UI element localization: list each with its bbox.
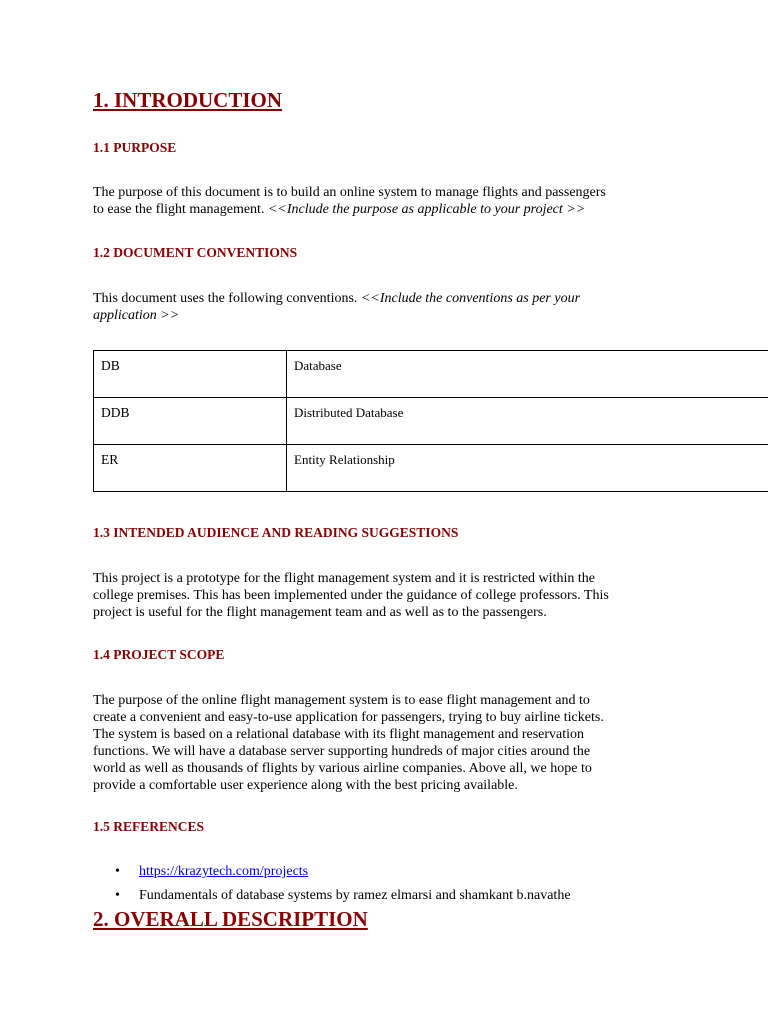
purpose-line-1: The purpose of this document is to build an online system to manage flights and passengers xyxy=(93,185,606,200)
reference-link[interactable]: https://krazytech.com/projects xyxy=(139,864,309,879)
purpose-heading: 1.1 PURPOSE xyxy=(93,140,177,155)
table-cell-abbr: DB xyxy=(94,351,287,398)
scope-heading: 1.4 PROJECT SCOPE xyxy=(93,647,225,662)
list-item xyxy=(115,864,571,880)
table-cell-meaning: Entity Relationship xyxy=(287,445,768,492)
conventions-paragraph xyxy=(93,290,693,324)
scope-line-6: provide a comfortable user experience along with the best pricing available. xyxy=(93,778,518,793)
references-list xyxy=(115,864,571,904)
purpose-paragraph xyxy=(93,184,693,218)
audience-heading: 1.3 INTENDED AUDIENCE AND READING SUGGESTIONS xyxy=(93,525,459,540)
scope-line-1: The purpose of the online flight management system is to ease flight management and to xyxy=(93,693,590,708)
table-row xyxy=(94,445,768,492)
table-cell-meaning: Distributed Database xyxy=(287,398,768,445)
table-cell-abbr: ER xyxy=(94,445,287,492)
purpose-line-2-text: to ease the flight management. xyxy=(93,202,268,217)
table-row xyxy=(94,398,768,445)
purpose-line-2 xyxy=(93,201,693,218)
table-cell-meaning: Database xyxy=(287,351,768,398)
scope-line-5: world as well as thousands of flights by various airline companies. Above all, we hope to xyxy=(93,761,592,776)
conventions-line-1-text: This document uses the following conventions. xyxy=(93,291,361,306)
scope-paragraph xyxy=(93,692,693,794)
reference-text: Fundamentals of database systems by ramez elmarsi and shamkant b.navathe xyxy=(139,888,571,903)
conventions-line-1 xyxy=(93,290,693,307)
conventions-placeholder-note: <<Include the conventions as per your xyxy=(360,291,581,306)
list-item xyxy=(115,888,571,904)
audience-line-1: This project is a prototype for the flight management system and it is restricted within the xyxy=(93,571,595,586)
audience-line-2: college premises. This has been implemented under the guidance of college professors. This xyxy=(93,588,609,603)
scope-line-4: functions. We will have a database server supporting hundreds of major cities around the xyxy=(93,744,591,759)
scope-line-3: The system is based on a relational database with its flight management and reservation xyxy=(93,727,585,742)
table-cell-abbr: DDB xyxy=(94,398,287,445)
conventions-line-2 xyxy=(93,307,693,324)
purpose-placeholder-note: <<Include the purpose as applicable to your project >> xyxy=(267,202,586,217)
audience-paragraph xyxy=(93,570,693,621)
conventions-heading: 1.2 DOCUMENT CONVENTIONS xyxy=(93,245,298,260)
scope-line-2: create a convenient and easy-to-use application for passengers, trying to buy airline tickets. xyxy=(93,710,604,725)
conventions-table xyxy=(93,350,768,492)
bullet-icon: • xyxy=(115,888,120,903)
audience-line-3: project is useful for the flight management team and as well as to the passengers. xyxy=(93,605,547,620)
references-heading: 1.5 REFERENCES xyxy=(93,819,205,834)
bullet-icon: • xyxy=(115,864,120,879)
table-row xyxy=(94,351,768,398)
conventions-placeholder-note-cont: application >> xyxy=(93,308,180,323)
section-1-title: 1. INTRODUCTION xyxy=(93,88,283,112)
section-2-title: 2. OVERALL DESCRIPTION xyxy=(93,907,368,931)
